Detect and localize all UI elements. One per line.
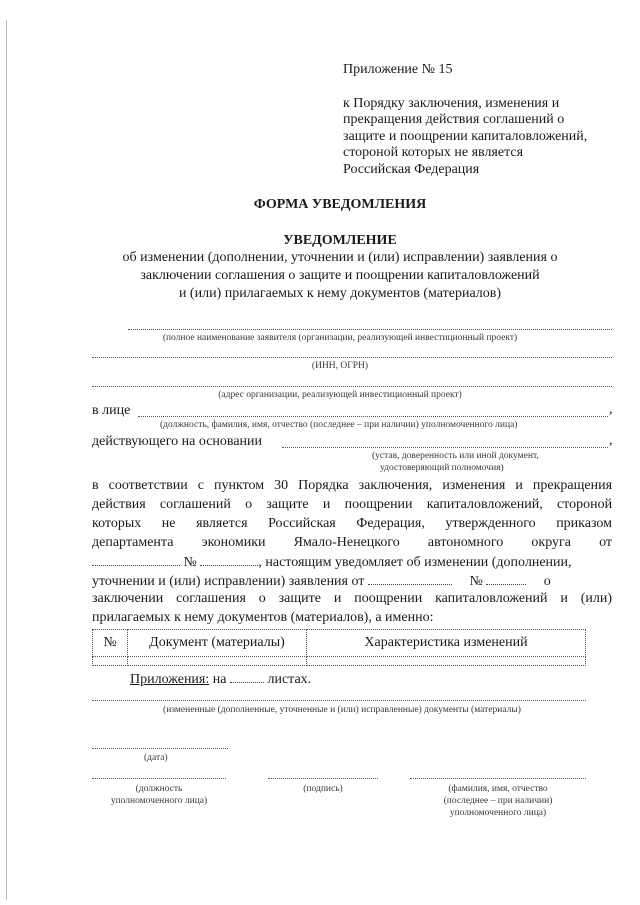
position-field[interactable]: [92, 778, 226, 779]
table-header-row: [93, 630, 586, 657]
person-label: в лице: [92, 403, 131, 418]
table-row: [93, 657, 586, 666]
paragraph-line: в соответствии с пунктом 30 Порядка заключения, изменения и прекращения: [92, 478, 613, 493]
paragraph-line: действия соглашений о защите и поощрении капиталовложений, стороной: [92, 497, 613, 512]
order-number-field[interactable]: [200, 553, 258, 566]
changes-table: [92, 629, 586, 666]
date-caption: (дата): [144, 753, 168, 763]
basis-caption: (устав, доверенность или иной документ,: [372, 451, 539, 461]
signature-caption: (подпись): [303, 784, 343, 794]
date-field[interactable]: [92, 748, 228, 749]
inn-field[interactable]: [92, 357, 612, 358]
signature-field[interactable]: [268, 778, 378, 779]
applicant-field[interactable]: [128, 329, 612, 330]
applicant-caption: (полное наименование заявителя (организации, реализующей инвестиционный проект): [162, 333, 518, 343]
comma: ,: [609, 433, 613, 448]
paragraph-line: № , настоящим уведомляет об изменении (дополнении,: [92, 553, 572, 572]
header-line: защите и поощрении капиталовложений,: [343, 129, 588, 144]
paragraph-line: департамента экономики Ямало-Ненецкого автономного округа от: [92, 535, 613, 550]
header-line: Российская Федерация: [343, 162, 480, 177]
appendix-number: Приложение № 15: [343, 62, 453, 77]
paragraph-line: которых не является Российская Федерация, утвержденного приказом: [92, 516, 613, 531]
basis-caption: удостоверяющий полномочия): [380, 463, 504, 473]
inn-caption: (ИНН, ОГРН): [311, 361, 369, 371]
notice-title: УВЕДОМЛЕНИЕ: [283, 233, 397, 248]
address-field[interactable]: [92, 386, 612, 387]
name-caption: (фамилия, имя, отчество: [448, 784, 548, 794]
address-caption: (адрес организации, реализующей инвестиционный проект): [218, 390, 462, 400]
col-number-header: №: [93, 630, 128, 657]
attachments-line: Приложения: на листах.: [130, 672, 312, 687]
position-caption: (должность: [135, 784, 183, 794]
notice-subtitle: об изменении (дополнении, уточнении и (или) исправлении) заявления о: [122, 250, 558, 265]
name-caption: (последнее – при наличии): [443, 796, 553, 806]
header-line: прекращения действия соглашений о: [343, 112, 565, 127]
attachments-field[interactable]: [92, 700, 586, 701]
col-document-header: Документ (материалы): [128, 630, 307, 657]
sheets-count-field[interactable]: [230, 670, 264, 683]
page-edge: [6, 20, 7, 900]
header-line: к Порядку заключения, изменения и: [343, 96, 560, 111]
position-caption: уполномоченного лица): [110, 796, 208, 806]
order-date-field[interactable]: [92, 553, 180, 566]
form-title: ФОРМА УВЕДОМЛЕНИЯ: [253, 197, 427, 212]
application-date-field[interactable]: [368, 572, 452, 585]
attachments-label: Приложения:: [130, 672, 210, 687]
person-caption: (должность, фамилия, имя, отчество (последнее – при наличии) уполномоченного лица): [160, 420, 518, 430]
name-caption: уполномоченного лица): [449, 808, 547, 818]
comma: ,: [609, 402, 613, 417]
col-changes-header: Характеристика изменений: [307, 630, 586, 657]
paragraph-line: заключении соглашения о защите и поощрении капиталовложений и (или): [92, 591, 613, 606]
basis-field[interactable]: [282, 447, 608, 448]
paragraph-line: прилагаемых к нему документов (материалов), а именно:: [92, 610, 434, 625]
person-field[interactable]: [138, 416, 608, 417]
paragraph-line: уточнении и (или) исправлении) заявления от № о: [92, 574, 551, 589]
basis-label: действующего на основании: [92, 434, 263, 449]
notice-subtitle: заключении соглашения о защите и поощрении капиталовложений: [140, 268, 540, 283]
name-field[interactable]: [410, 778, 586, 779]
application-number-field[interactable]: [486, 572, 526, 585]
header-line: стороной которых не является: [343, 145, 524, 160]
attachments-caption: (измененные (дополненные, уточненные и (или) исправленные) документы (материалы): [163, 705, 521, 715]
notice-subtitle: и (или) прилагаемых к нему документов (материалов): [178, 286, 502, 301]
